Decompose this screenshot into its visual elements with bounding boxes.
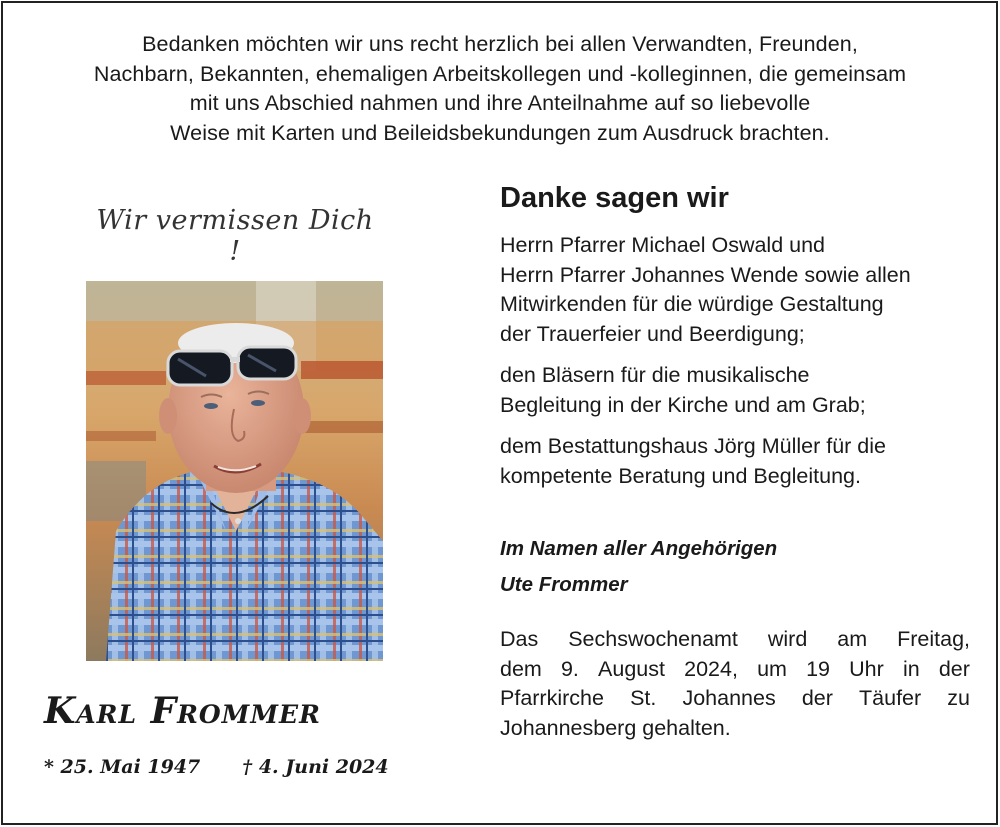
notice-word: um (757, 656, 787, 681)
notice-word: in (902, 656, 920, 681)
intro-line: Nachbarn, Bekannten, ehemaligen Arbeitskollegen und -kolleginnen, die gemeinsam (93, 61, 907, 86)
notice-word: zu (947, 686, 970, 710)
notice-word: 2024, (684, 656, 738, 681)
notice-word: St. (630, 686, 657, 710)
deceased-name-text: Karl Frommer (44, 690, 321, 732)
notice-word: am (837, 627, 868, 651)
life-dates (44, 756, 424, 778)
thanks-line: Herrn Pfarrer Johannes Wende sowie allen (500, 262, 911, 287)
intro-line: mit uns Abschied nahmen und ihre Anteilnahme auf so liebevolle (189, 91, 811, 115)
notice-word: Das (500, 627, 539, 651)
thanks-line: dem Bestattungshaus Jörg Müller für die (500, 434, 887, 458)
thanks-line: den Bläsern für die musikalische (500, 363, 810, 387)
notice-word: Täufer (859, 686, 922, 710)
thanks-line: Mitwirkenden für die würdige Gestaltung (500, 292, 884, 316)
motto: Wir vermissen Dich ! (96, 205, 374, 267)
thanks-paragraph (500, 432, 970, 491)
notice-line (500, 625, 970, 655)
thanks-paragraph (500, 231, 970, 349)
thanks-line: Herrn Pfarrer Michael Oswald und (500, 233, 826, 257)
notice-line (500, 655, 970, 685)
thanks-line: kompetente Beratung und Begleitung. (500, 463, 861, 488)
thanks-paragraph (500, 361, 970, 420)
notice-word: dem (500, 656, 542, 681)
notice-word: 9. (560, 656, 579, 681)
notice-word: 19 (806, 656, 831, 681)
thanks-line: Begleitung in der Kirche und am Grab; (500, 392, 866, 417)
portrait-photo (86, 281, 383, 661)
notice-word: Freitag, (897, 627, 970, 651)
signature-block (500, 531, 970, 603)
deceased-name (44, 690, 424, 732)
thanks-column (500, 182, 970, 743)
notice-word: Pfarrkirche (500, 686, 604, 710)
signature-line: Im Namen aller Angehörigen (500, 537, 778, 560)
thank-you-intro (20, 30, 980, 148)
thanks-heading: Danke sagen wir (500, 182, 729, 214)
notice-word: der (801, 686, 833, 710)
thanks-line: der Trauerfeier und Beerdigung; (500, 321, 805, 346)
memorial-notice (500, 625, 970, 743)
notice-line (500, 684, 970, 714)
intro-line: Bedanken möchten wir uns recht herzlich bei allen Verwandten, Freunden, (142, 32, 858, 56)
notice-word: Johannes (682, 686, 776, 710)
notice-word: der (938, 656, 970, 681)
signature-name: Ute Frommer (500, 573, 628, 596)
birth-date: * 25. Mai 1947 (44, 756, 201, 778)
notice-word: wird (767, 627, 808, 651)
notice-word: August (598, 656, 665, 681)
notice-line: Johannesberg gehalten. (500, 715, 731, 740)
intro-line: Weise mit Karten und Beileidsbekundungen zum Ausdruck brachten. (170, 120, 830, 145)
notice-word: Uhr (849, 656, 884, 681)
notice-word: Sechswochenamt (568, 627, 738, 651)
death-date: † 4. Juni 2024 (242, 756, 389, 778)
